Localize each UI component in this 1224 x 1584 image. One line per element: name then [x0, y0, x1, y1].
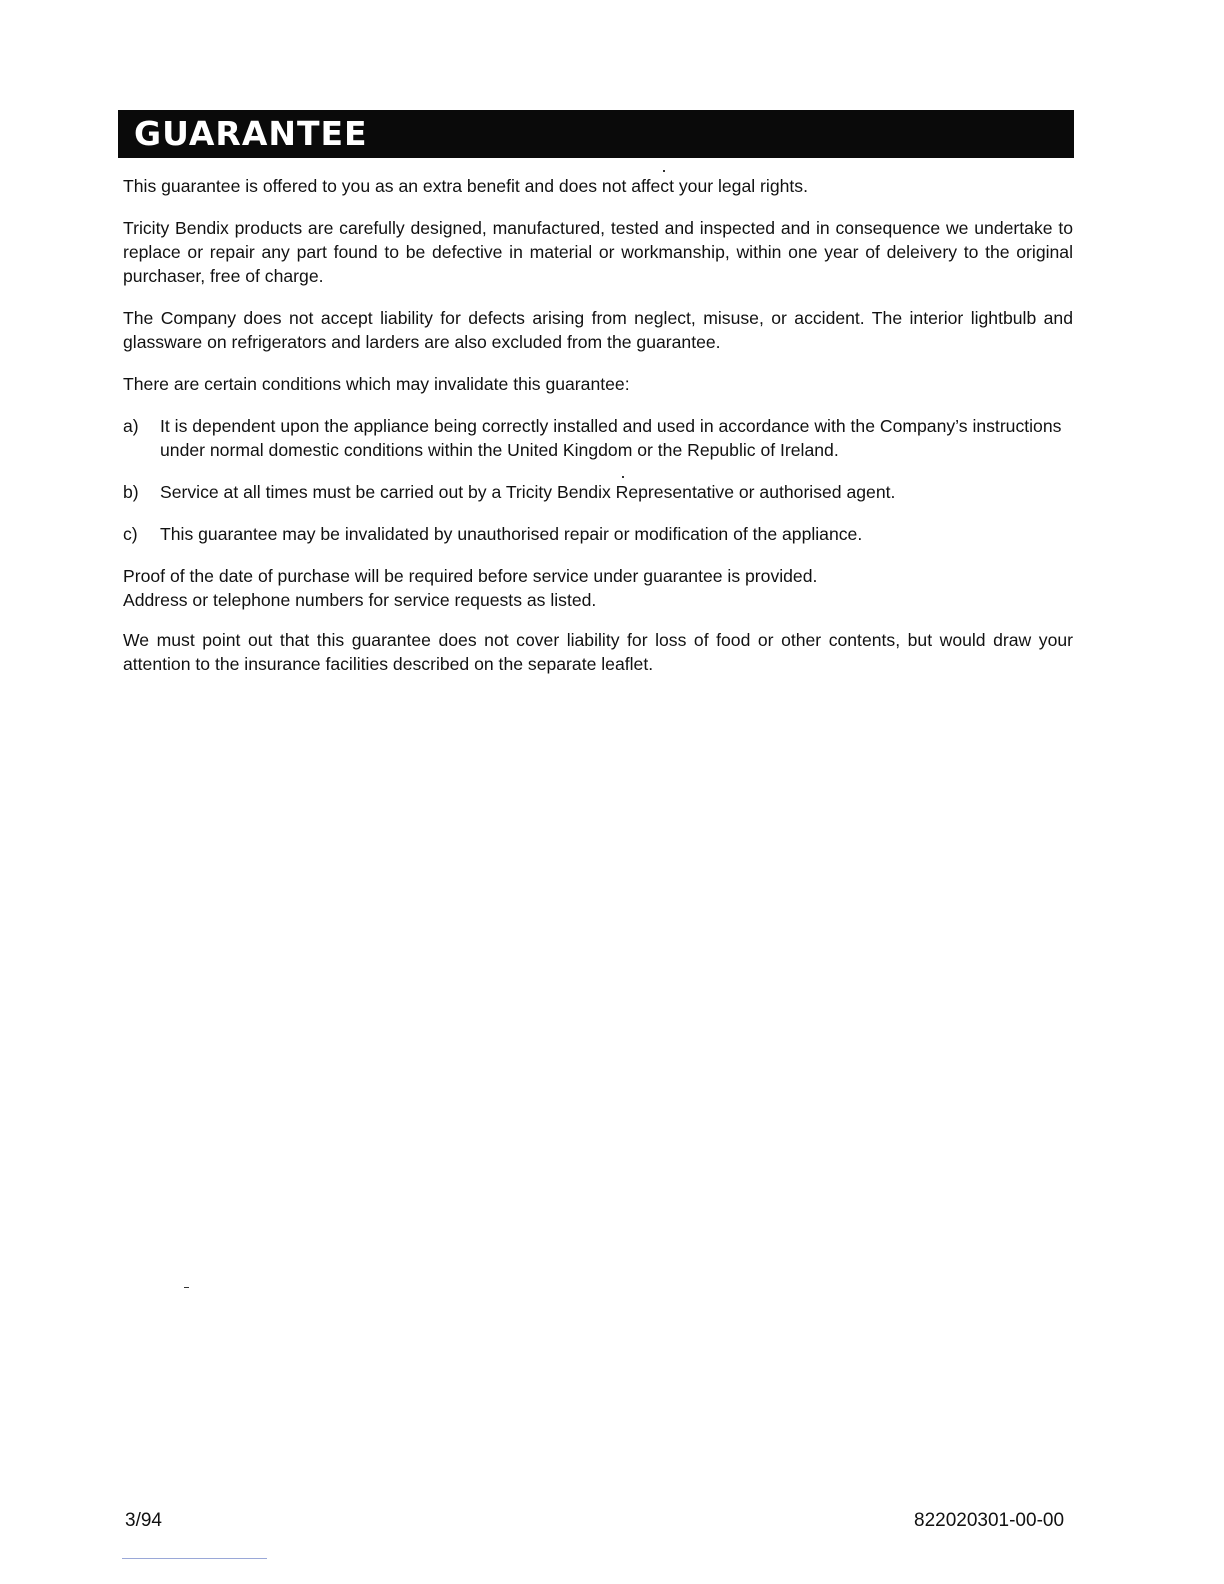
page-title: GUARANTEE — [134, 114, 368, 153]
condition-text: This guarantee may be invalidated by unauthorised repair or modification of the appliance. — [160, 524, 863, 544]
condition-letter: b) — [123, 482, 139, 502]
condition-letter: a) — [123, 416, 139, 436]
scan-speck — [663, 170, 665, 172]
proof-of-purchase: Proof of the date of purchase will be required before service under guarantee is provided. — [123, 566, 818, 586]
condition-text: It is dependent upon the appliance being correctly installed and used in accordance with the Company’s instructions under normal domestic conditions within the United Kingdom or the Republic of Ireland. — [160, 416, 1062, 460]
footer-document-code: 822020301-00-00 — [914, 1510, 1065, 1531]
title-bar — [118, 110, 1074, 158]
condition-item — [123, 522, 1073, 546]
scan-speck — [184, 1287, 189, 1288]
footer-date: 3/94 — [125, 1510, 162, 1531]
intro-paragraph: This guarantee is offered to you as an extra benefit and does not affect your legal rights. — [123, 176, 808, 196]
liability-paragraph: The Company does not accept liability for defects arising from neglect, misuse, or accident. The interior lightbulb and glassware on refrigerators and larders are also excluded from the guarantee. — [123, 308, 1073, 352]
scan-speck — [622, 476, 624, 478]
products-paragraph: Tricity Bendix products are carefully designed, manufactured, tested and inspected and in consequence we undertake to replace or repair any part found to be defective in material or workmanship, within one year of deleivery to the original purchaser, free of charge. — [123, 218, 1073, 286]
condition-letter: c) — [123, 524, 138, 544]
conditions-list — [123, 414, 1073, 546]
condition-item — [123, 414, 1073, 462]
footer-rule — [122, 1558, 267, 1559]
condition-text: Service at all times must be carried out by a Tricity Bendix Representative or authorised agent. — [160, 482, 896, 502]
service-address-note: Address or telephone numbers for service requests as listed. — [123, 590, 597, 610]
closing-paragraph: We must point out that this guarantee does not cover liability for loss of food or other contents, but would draw your attention to the insurance facilities described on the separate leaflet. — [123, 630, 1073, 674]
conditions-intro: There are certain conditions which may invalidate this guarantee: — [123, 374, 630, 394]
guarantee-content — [123, 174, 1073, 694]
proof-block — [123, 564, 1073, 612]
condition-item — [123, 480, 1073, 504]
